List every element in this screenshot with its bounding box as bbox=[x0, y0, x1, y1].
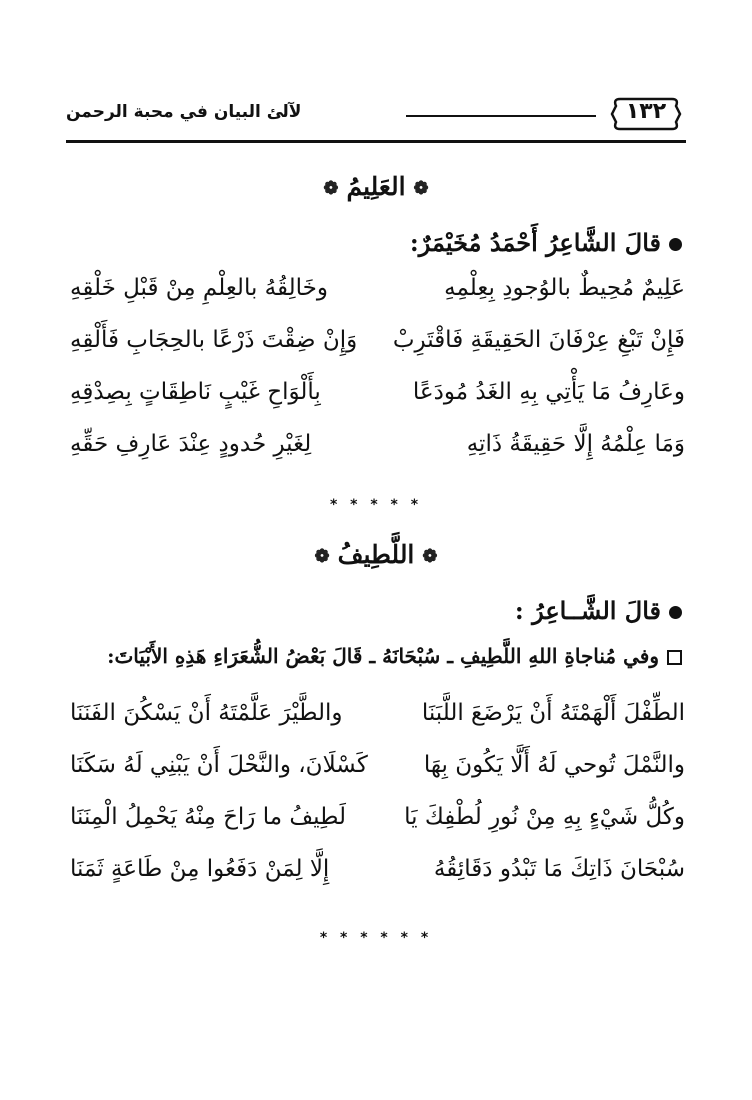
verse-first-hemistich: وعَارِفُ مَا يَأْتِي بِهِ الغَدُ مُودَعًا bbox=[412, 379, 685, 405]
checkbox-square-icon bbox=[667, 650, 682, 665]
verse-first-hemistich: سُبْحَانَ ذَاتِكَ مَا تَبْدُو دَقَائِقُهُ bbox=[433, 856, 685, 882]
verse-second-hemistich: والطَّيْرَ عَلَّمْتَهُ أَنْ يَسْكُنَ الفَنَنَا bbox=[70, 700, 343, 726]
section-separator: * * * * * * bbox=[319, 930, 433, 946]
verse-first-hemistich: وكُلُّ شَيْءٍ بِهِ مِنْ نُورِ لُطْفِكَ يَا bbox=[404, 804, 685, 830]
verse-line bbox=[70, 856, 685, 896]
section-title-al-latif bbox=[0, 540, 752, 569]
section-title-al-alim bbox=[0, 172, 752, 201]
bullet-icon bbox=[669, 238, 682, 251]
verse-line bbox=[70, 804, 685, 844]
verse-second-hemistich: وخَالِقُهُ بالعِلْمِ مِنْ قَبْلِ خَلْقِهِ bbox=[70, 275, 328, 301]
verse-line bbox=[70, 752, 685, 792]
verse-line bbox=[70, 379, 685, 419]
verse-second-hemistich: لَطِيفُ ما رَاحَ مِنْهُ يَحْمِلُ الْمِنَنَا bbox=[70, 804, 346, 830]
ornament-left-icon: ❁ bbox=[323, 178, 339, 199]
book-title: لآلئ البيان في محبة الرحمن bbox=[66, 102, 302, 122]
verse-line bbox=[70, 275, 685, 315]
verse-line bbox=[70, 431, 685, 471]
bullet-icon bbox=[669, 606, 682, 619]
verse-first-hemistich: والنَّمْلَ تُوحي لَهُ أَلَّا يَكُونَ بِهَا bbox=[423, 752, 685, 778]
verse-line bbox=[70, 327, 685, 367]
section-sub-intro bbox=[62, 644, 682, 668]
ornament-left-icon: ❁ bbox=[314, 546, 330, 567]
page-number-frame bbox=[610, 96, 682, 132]
running-header bbox=[66, 96, 686, 136]
section-intro bbox=[62, 228, 682, 257]
section-intro bbox=[62, 596, 682, 625]
verse-second-hemistich: إِلَّا لِمَنْ دَفَعُوا مِنْ طَاعَةٍ ثَمَنَا bbox=[70, 856, 330, 882]
header-rule bbox=[66, 140, 686, 143]
verse-first-hemistich: عَلِيمٌ مُحِيطٌ بالوُجودِ بِعِلْمِهِ bbox=[444, 275, 685, 301]
ornament-right-icon: ❁ bbox=[413, 178, 429, 199]
verse-second-hemistich: وَإِنْ ضِقْتَ ذَرْعًا بالحِجَابِ فَأَلْقِهِ bbox=[70, 327, 358, 353]
sub-intro-text: وفي مُناجاةِ اللهِ اللَّطِيفِ ـ سُبْحَانَهُ ـ قَالَ بَعْضُ الشُّعَرَاءِ هَذِهِ الأَبْيَاتَ: bbox=[107, 644, 659, 668]
intro-text: قالَ الشَّاعِرُ أَحْمَدُ مُخَيْمَرٌ: bbox=[409, 228, 661, 257]
verse-first-hemistich: وَمَا عِلْمُهُ إِلَّا حَقِيقَةُ ذَاتِهِ bbox=[466, 431, 685, 457]
page-number: ١٣٢ bbox=[625, 99, 667, 124]
section-separator: * * * * * bbox=[329, 497, 423, 513]
verse-second-hemistich: لِغَيْرِ حُدودٍ عِنْدَ عَارِفِ حَقِّهِ bbox=[70, 431, 312, 457]
section-title-text: اللَّطِيفُ bbox=[337, 540, 415, 569]
ornament-right-icon: ❁ bbox=[422, 546, 438, 567]
verse-second-hemistich: كَسْلَانَ، والنَّحْلَ أَنْ يَبْنِي لَهُ سَكَنَا bbox=[70, 752, 368, 778]
verse-first-hemistich: الطِّفْلَ أَلْهَمْتَهُ أَنْ يَرْضَعَ اللَّبَنَا bbox=[421, 700, 685, 726]
section-title-text: العَلِيمُ bbox=[346, 172, 406, 201]
intro-text: قالَ الشَّــاعِرُ : bbox=[514, 596, 661, 625]
verse-line bbox=[70, 700, 685, 740]
verse-first-hemistich: فَإِنْ تَبْغِ عِرْفَانَ الحَقِيقَةِ فَاقْتَرِبْ bbox=[392, 327, 685, 353]
header-divider-line bbox=[406, 115, 596, 117]
verse-second-hemistich: بِأَلْوَاحِ غَيْبٍ نَاطِقَاتٍ بِصِدْقِهِ bbox=[70, 379, 321, 405]
